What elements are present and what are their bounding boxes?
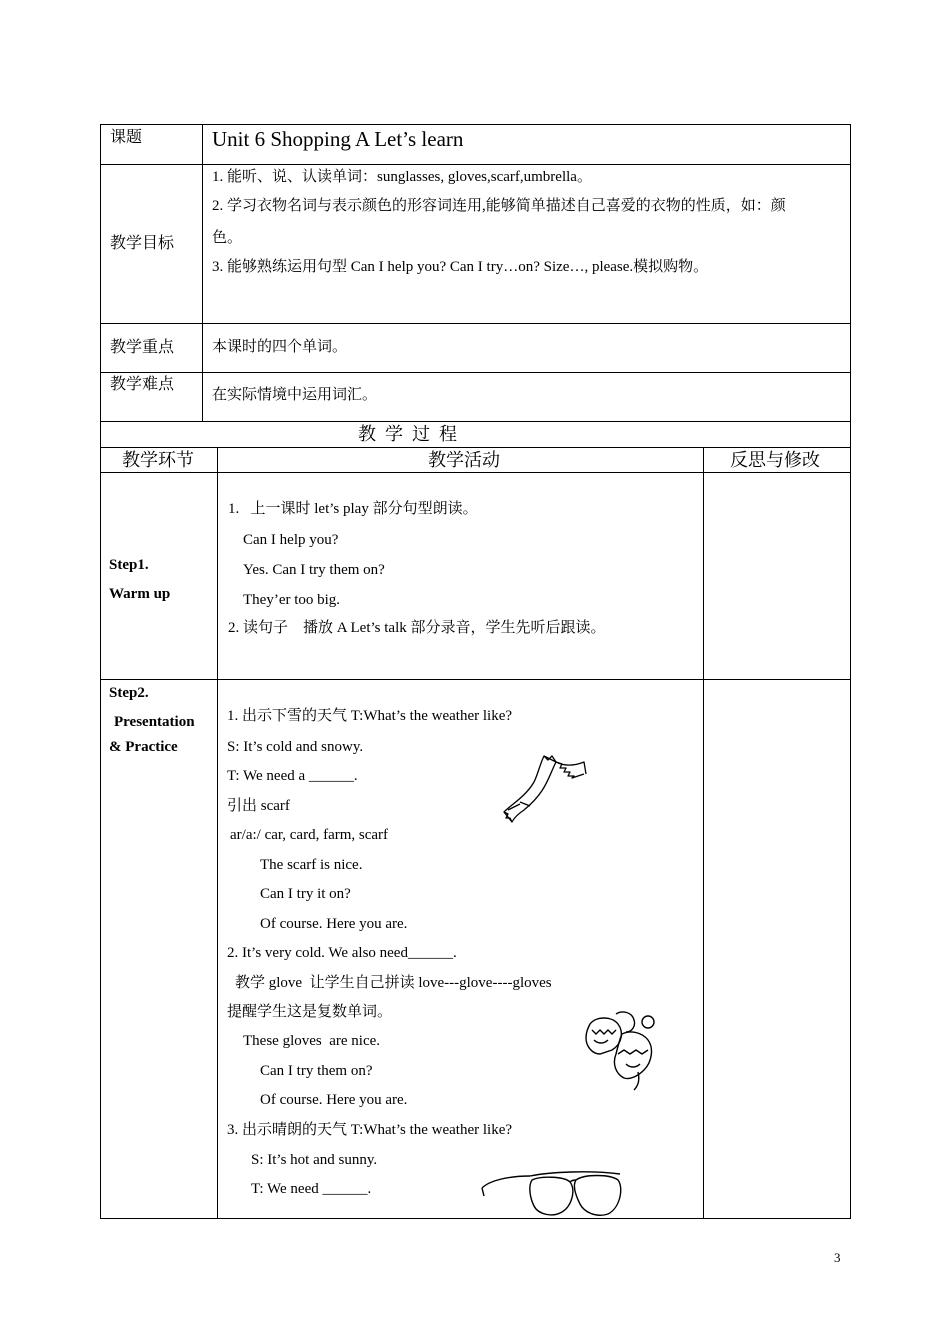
step1-line-5: 2. 读句子 播放 A Let’s talk 部分录音，学生先听后跟读。	[228, 620, 606, 636]
step2-label: Step2.	[109, 685, 149, 701]
col-reflection-header: 反思与修改	[730, 450, 820, 470]
objective-1: 1. 能听、说、认读单词：sunglasses, gloves,scarf,umbrella。	[212, 169, 592, 185]
col-step-header: 教学环节	[122, 450, 194, 470]
gloves-illustration	[582, 1010, 662, 1092]
step1-line-2: Can I help you?	[243, 532, 339, 548]
col-activity-header: 教学活动	[428, 450, 500, 470]
objective-2: 2. 学习衣物名词与表示颜色的形容词连用,能够简单描述自己喜爱的衣物的性质，如：颜	[212, 198, 786, 214]
step2-line-4: 引出 scarf	[227, 798, 290, 814]
step2-line-8: Of course. Here you are.	[260, 916, 408, 932]
topic-value: Unit 6 Shopping A Let’s learn	[212, 127, 464, 151]
step2-line-2: S: It’s cold and snowy.	[227, 739, 364, 755]
step2-line-5: ar/a:/ car, card, farm, scarf	[230, 827, 389, 843]
step1-line-4: They’er too big.	[243, 592, 341, 608]
step2-line-11: 提醒学生这是复数单词。	[227, 1004, 393, 1020]
step1-line-3: Yes. Can I try them on?	[243, 562, 385, 578]
step1-sublabel: Warm up	[109, 586, 171, 602]
step1-label: Step1.	[109, 557, 149, 573]
scarf-illustration	[500, 752, 592, 824]
step2-sublabel-1: Presentation	[114, 714, 195, 730]
step2-line-15: 3. 出示晴朗的天气 T:What’s the weather like?	[227, 1122, 513, 1138]
step2-line-3: T: We need a ______.	[227, 768, 358, 784]
process-title: 教 学 过 程	[358, 424, 457, 444]
step2-line-17: T: We need ______.	[251, 1181, 372, 1197]
step2-line-6: The scarf is nice.	[260, 857, 363, 873]
step2-line-14: Of course. Here you are.	[260, 1092, 408, 1108]
key-points-label: 教学重点	[110, 339, 175, 356]
step2-line-10: 教学 glove 让学生自己拼读 love---glove----gloves	[235, 975, 552, 991]
objectives-label: 教学目标	[110, 235, 175, 252]
page-number: 3	[834, 1250, 841, 1265]
step2-sublabel-2: & Practice	[109, 739, 178, 755]
step2-line-1: 1. 出示下雪的天气 T:What’s the weather like?	[227, 708, 513, 724]
step2-line-13: Can I try them on?	[260, 1063, 373, 1079]
step2-line-9: 2. It’s very cold. We also need______.	[227, 945, 457, 961]
objective-3: 3. 能够熟练运用句型 Can I help you? Can I try…on? Size…, please.模拟购物。	[212, 259, 709, 275]
sunglasses-illustration	[480, 1166, 626, 1218]
step2-line-16: S: It’s hot and sunny.	[251, 1152, 378, 1168]
step2-line-7: Can I try it on?	[260, 886, 351, 902]
difficulties-value: 在实际情境中运用词汇。	[212, 387, 378, 403]
difficulties-label: 教学难点	[110, 376, 175, 393]
key-points-value: 本课时的四个单词。	[212, 339, 348, 355]
step1-line-1: 1. 上一课时 let’s play 部分句型朗读。	[228, 501, 478, 517]
objective-2-cont: 色。	[212, 230, 243, 246]
step2-line-12: These gloves are nice.	[243, 1033, 381, 1049]
topic-label: 课题	[110, 129, 143, 146]
